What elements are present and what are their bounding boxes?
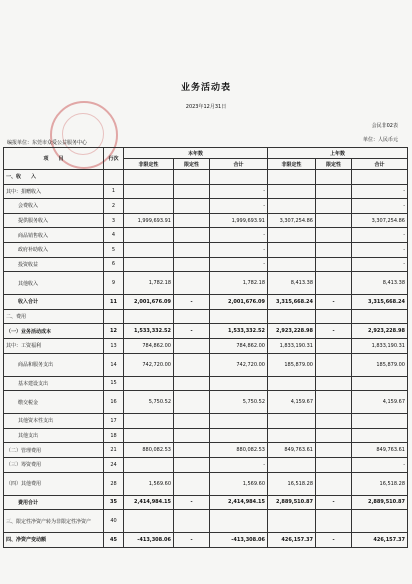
current-total-cell: 2,414,984.15: [210, 495, 268, 510]
current-total-cell: 5,750.52: [210, 391, 268, 414]
current-restricted-cell: [174, 353, 210, 376]
current-restricted-cell: -: [174, 495, 210, 510]
table-row: [4, 242, 408, 257]
current-restricted-cell: -: [174, 295, 210, 310]
last-total-cell: 2,923,228.98: [352, 324, 408, 339]
last-unrestricted-cell: [268, 170, 316, 185]
row-number-cell: [104, 170, 124, 185]
row-number-cell: 9: [104, 272, 124, 295]
current-restricted-cell: [174, 213, 210, 228]
last-unrestricted-cell: 3,307,254.86: [268, 213, 316, 228]
report-date: 2023年12月31日: [185, 104, 227, 110]
current-total-cell: [210, 376, 268, 391]
current-total-cell: 784,862.00: [210, 338, 268, 353]
row-number-cell: 14: [104, 353, 124, 376]
current-restricted-cell: [174, 414, 210, 429]
table-row: [4, 257, 408, 272]
row-item-cell: 政府补助收入: [4, 242, 104, 257]
last-total-cell: [352, 309, 408, 324]
table-row: [4, 228, 408, 243]
last-unrestricted-cell: [268, 184, 316, 199]
table-row: [4, 309, 408, 324]
table-row: [4, 472, 408, 495]
current-unrestricted-cell: [124, 170, 174, 185]
activity-table: [3, 147, 408, 548]
row-number-cell: 15: [104, 376, 124, 391]
row-number-cell: 16: [104, 391, 124, 414]
current-restricted-cell: [174, 228, 210, 243]
report-title: 业务活动表: [180, 83, 231, 93]
table-row: [4, 457, 408, 472]
row-item-cell: 二、费用: [4, 309, 104, 324]
header-row: 行次: [104, 148, 124, 170]
table-row: [4, 353, 408, 376]
last-total-cell: [352, 414, 408, 429]
header-current-unrestricted: 非限定性: [124, 159, 174, 170]
current-unrestricted-cell: [124, 242, 174, 257]
current-unrestricted-cell: [124, 414, 174, 429]
current-unrestricted-cell: [124, 309, 174, 324]
current-unrestricted-cell: [124, 184, 174, 199]
last-restricted-cell: -: [316, 495, 352, 510]
last-unrestricted-cell: [268, 242, 316, 257]
table-row: [4, 324, 408, 339]
table-row: [4, 376, 408, 391]
row-number-cell: 21: [104, 443, 124, 458]
current-total-cell: -: [210, 199, 268, 214]
table-body: [4, 170, 408, 548]
last-total-cell: 2,889,510.87: [352, 495, 408, 510]
last-total-cell: 849,763.61: [352, 443, 408, 458]
current-unrestricted-cell: [124, 199, 174, 214]
current-restricted-cell: -: [174, 533, 210, 548]
last-total-cell: 16,518.28: [352, 472, 408, 495]
current-total-cell: 1,999,693.91: [210, 213, 268, 228]
current-restricted-cell: [174, 472, 210, 495]
current-restricted-cell: [174, 428, 210, 443]
current-unrestricted-cell: 1,999,693.91: [124, 213, 174, 228]
current-total-cell: [210, 170, 268, 185]
last-total-cell: -: [352, 242, 408, 257]
current-total-cell: [210, 414, 268, 429]
header-last-unrestricted: 非限定性: [268, 159, 316, 170]
current-unrestricted-cell: 2,001,676.09: [124, 295, 174, 310]
current-unrestricted-cell: 5,750.52: [124, 391, 174, 414]
current-restricted-cell: [174, 309, 210, 324]
last-restricted-cell: [316, 242, 352, 257]
last-restricted-cell: -: [316, 324, 352, 339]
last-total-cell: [352, 428, 408, 443]
last-restricted-cell: [316, 309, 352, 324]
row-number-cell: 5: [104, 242, 124, 257]
last-restricted-cell: [316, 228, 352, 243]
header-current-total: 合计: [210, 159, 268, 170]
current-restricted-cell: [174, 510, 210, 533]
last-total-cell: [352, 510, 408, 533]
row-number-cell: 4: [104, 228, 124, 243]
form-code: 会民非02表: [371, 123, 398, 129]
header-last-year: 上年数: [268, 148, 408, 159]
table-row: [4, 184, 408, 199]
row-number-cell: 2: [104, 199, 124, 214]
header-last-restricted: 限定性: [316, 159, 352, 170]
current-restricted-cell: [174, 184, 210, 199]
last-total-cell: 8,413.38: [352, 272, 408, 295]
row-item-cell: 提供服务收入: [4, 213, 104, 228]
current-total-cell: -: [210, 242, 268, 257]
last-restricted-cell: [316, 213, 352, 228]
last-total-cell: 3,315,668.24: [352, 295, 408, 310]
table-row: [4, 295, 408, 310]
last-total-cell: -: [352, 228, 408, 243]
current-restricted-cell: [174, 443, 210, 458]
header-last-total: 合计: [352, 159, 408, 170]
table-row: [4, 338, 408, 353]
last-unrestricted-cell: 2,923,228.98: [268, 324, 316, 339]
current-unrestricted-cell: 1,782.18: [124, 272, 174, 295]
last-restricted-cell: [316, 184, 352, 199]
row-number-cell: 40: [104, 510, 124, 533]
table-row: [4, 272, 408, 295]
last-total-cell: -: [352, 257, 408, 272]
row-item-cell: （三）筹资费用: [4, 457, 104, 472]
row-item-cell: 其中：捐赠收入: [4, 184, 104, 199]
current-unrestricted-cell: 784,862.00: [124, 338, 174, 353]
last-restricted-cell: [316, 257, 352, 272]
current-restricted-cell: [174, 199, 210, 214]
current-total-cell: -: [210, 228, 268, 243]
last-unrestricted-cell: [268, 510, 316, 533]
current-restricted-cell: [174, 457, 210, 472]
row-item-cell: （四）其他费用: [4, 472, 104, 495]
table-row: [4, 443, 408, 458]
last-restricted-cell: [316, 272, 352, 295]
last-restricted-cell: [316, 428, 352, 443]
last-unrestricted-cell: 3,315,668.24: [268, 295, 316, 310]
table-row: [4, 391, 408, 414]
row-item-cell: 费用合计: [4, 495, 104, 510]
last-total-cell: [352, 376, 408, 391]
row-item-cell: 收入合计: [4, 295, 104, 310]
header-current-restricted: 限定性: [174, 159, 210, 170]
row-item-cell: （二）管理费用: [4, 443, 104, 458]
header-current-year: 本年数: [124, 148, 268, 159]
current-restricted-cell: -: [174, 324, 210, 339]
row-number-cell: 28: [104, 472, 124, 495]
row-item-cell: 其他资本性支出: [4, 414, 104, 429]
current-unrestricted-cell: [124, 257, 174, 272]
last-total-cell: 426,157.37: [352, 533, 408, 548]
current-restricted-cell: [174, 338, 210, 353]
last-unrestricted-cell: 426,157.37: [268, 533, 316, 548]
current-unrestricted-cell: 742,720.00: [124, 353, 174, 376]
row-number-cell: 24: [104, 457, 124, 472]
row-item-cell: 商品和服务支出: [4, 353, 104, 376]
current-total-cell: -: [210, 257, 268, 272]
last-restricted-cell: [316, 391, 352, 414]
last-restricted-cell: [316, 472, 352, 495]
row-number-cell: 13: [104, 338, 124, 353]
last-total-cell: 3,307,254.86: [352, 213, 408, 228]
current-restricted-cell: [174, 272, 210, 295]
last-restricted-cell: [316, 457, 352, 472]
last-unrestricted-cell: 2,889,510.87: [268, 495, 316, 510]
table-row: [4, 414, 408, 429]
last-total-cell: 185,879.00: [352, 353, 408, 376]
last-unrestricted-cell: 185,879.00: [268, 353, 316, 376]
reporting-unit: 编报单位：东莞市众爱公益服务中心: [7, 140, 88, 146]
row-number-cell: 35: [104, 495, 124, 510]
current-unrestricted-cell: 880,082.53: [124, 443, 174, 458]
currency-unit: 单位：人民币元: [362, 137, 398, 143]
current-unrestricted-cell: [124, 228, 174, 243]
row-item-cell: 其中：工资福利: [4, 338, 104, 353]
row-item-cell: 其他支出: [4, 428, 104, 443]
last-restricted-cell: [316, 443, 352, 458]
last-total-cell: -: [352, 457, 408, 472]
last-unrestricted-cell: [268, 199, 316, 214]
table-row: [4, 199, 408, 214]
row-item-cell: 四、净资产变动额: [4, 533, 104, 548]
current-total-cell: -: [210, 457, 268, 472]
current-unrestricted-cell: 1,533,332.52: [124, 324, 174, 339]
last-unrestricted-cell: 849,763.61: [268, 443, 316, 458]
current-unrestricted-cell: 1,569.60: [124, 472, 174, 495]
table-row: [4, 170, 408, 185]
row-item-cell: 一、收 入: [4, 170, 104, 185]
last-restricted-cell: [316, 338, 352, 353]
row-item-cell: 其他收入: [4, 272, 104, 295]
row-item-cell: 三、限定性净资产转为非限定性净资产: [4, 510, 104, 533]
row-number-cell: [104, 309, 124, 324]
current-total-cell: [210, 309, 268, 324]
current-total-cell: [210, 428, 268, 443]
last-unrestricted-cell: [268, 257, 316, 272]
current-total-cell: 1,533,332.52: [210, 324, 268, 339]
last-restricted-cell: [316, 170, 352, 185]
current-restricted-cell: [174, 170, 210, 185]
current-total-cell: -: [210, 184, 268, 199]
current-unrestricted-cell: [124, 376, 174, 391]
last-unrestricted-cell: 16,518.28: [268, 472, 316, 495]
current-restricted-cell: [174, 391, 210, 414]
last-restricted-cell: [316, 510, 352, 533]
table-row: [4, 533, 408, 548]
last-unrestricted-cell: [268, 428, 316, 443]
last-restricted-cell: [316, 353, 352, 376]
last-restricted-cell: -: [316, 533, 352, 548]
last-unrestricted-cell: [268, 309, 316, 324]
last-total-cell: -: [352, 184, 408, 199]
row-item-cell: 会费收入: [4, 199, 104, 214]
table-row: [4, 428, 408, 443]
current-unrestricted-cell: [124, 428, 174, 443]
current-unrestricted-cell: -413,308.06: [124, 533, 174, 548]
table-row: [4, 213, 408, 228]
row-item-cell: （一）业务活动成本: [4, 324, 104, 339]
header-item: 项 目: [4, 148, 104, 170]
last-unrestricted-cell: [268, 376, 316, 391]
current-total-cell: -413,308.06: [210, 533, 268, 548]
last-unrestricted-cell: [268, 457, 316, 472]
current-total-cell: 742,720.00: [210, 353, 268, 376]
last-restricted-cell: [316, 376, 352, 391]
table-row: [4, 510, 408, 533]
last-total-cell: 4,159.67: [352, 391, 408, 414]
current-unrestricted-cell: [124, 457, 174, 472]
row-number-cell: 11: [104, 295, 124, 310]
row-item-cell: 基本建设支出: [4, 376, 104, 391]
current-total-cell: 2,001,676.09: [210, 295, 268, 310]
last-restricted-cell: [316, 414, 352, 429]
row-number-cell: 3: [104, 213, 124, 228]
current-total-cell: 1,782.18: [210, 272, 268, 295]
row-number-cell: 1: [104, 184, 124, 199]
row-item-cell: 商品销售收入: [4, 228, 104, 243]
row-number-cell: 45: [104, 533, 124, 548]
row-item-cell: 缴交税金: [4, 391, 104, 414]
last-total-cell: [352, 170, 408, 185]
current-total-cell: 880,082.53: [210, 443, 268, 458]
table-row: [4, 495, 408, 510]
last-restricted-cell: [316, 199, 352, 214]
last-unrestricted-cell: [268, 228, 316, 243]
current-total-cell: 1,569.60: [210, 472, 268, 495]
last-unrestricted-cell: 1,833,190.31: [268, 338, 316, 353]
row-number-cell: 6: [104, 257, 124, 272]
row-number-cell: 12: [104, 324, 124, 339]
current-total-cell: [210, 510, 268, 533]
row-item-cell: 投资收益: [4, 257, 104, 272]
last-restricted-cell: -: [316, 295, 352, 310]
current-restricted-cell: [174, 242, 210, 257]
last-total-cell: 1,833,190.31: [352, 338, 408, 353]
last-total-cell: -: [352, 199, 408, 214]
current-unrestricted-cell: 2,414,984.15: [124, 495, 174, 510]
current-restricted-cell: [174, 257, 210, 272]
row-number-cell: 17: [104, 414, 124, 429]
row-number-cell: 18: [104, 428, 124, 443]
last-unrestricted-cell: 4,159.67: [268, 391, 316, 414]
current-restricted-cell: [174, 376, 210, 391]
last-unrestricted-cell: [268, 414, 316, 429]
current-unrestricted-cell: [124, 510, 174, 533]
last-unrestricted-cell: 8,413.38: [268, 272, 316, 295]
